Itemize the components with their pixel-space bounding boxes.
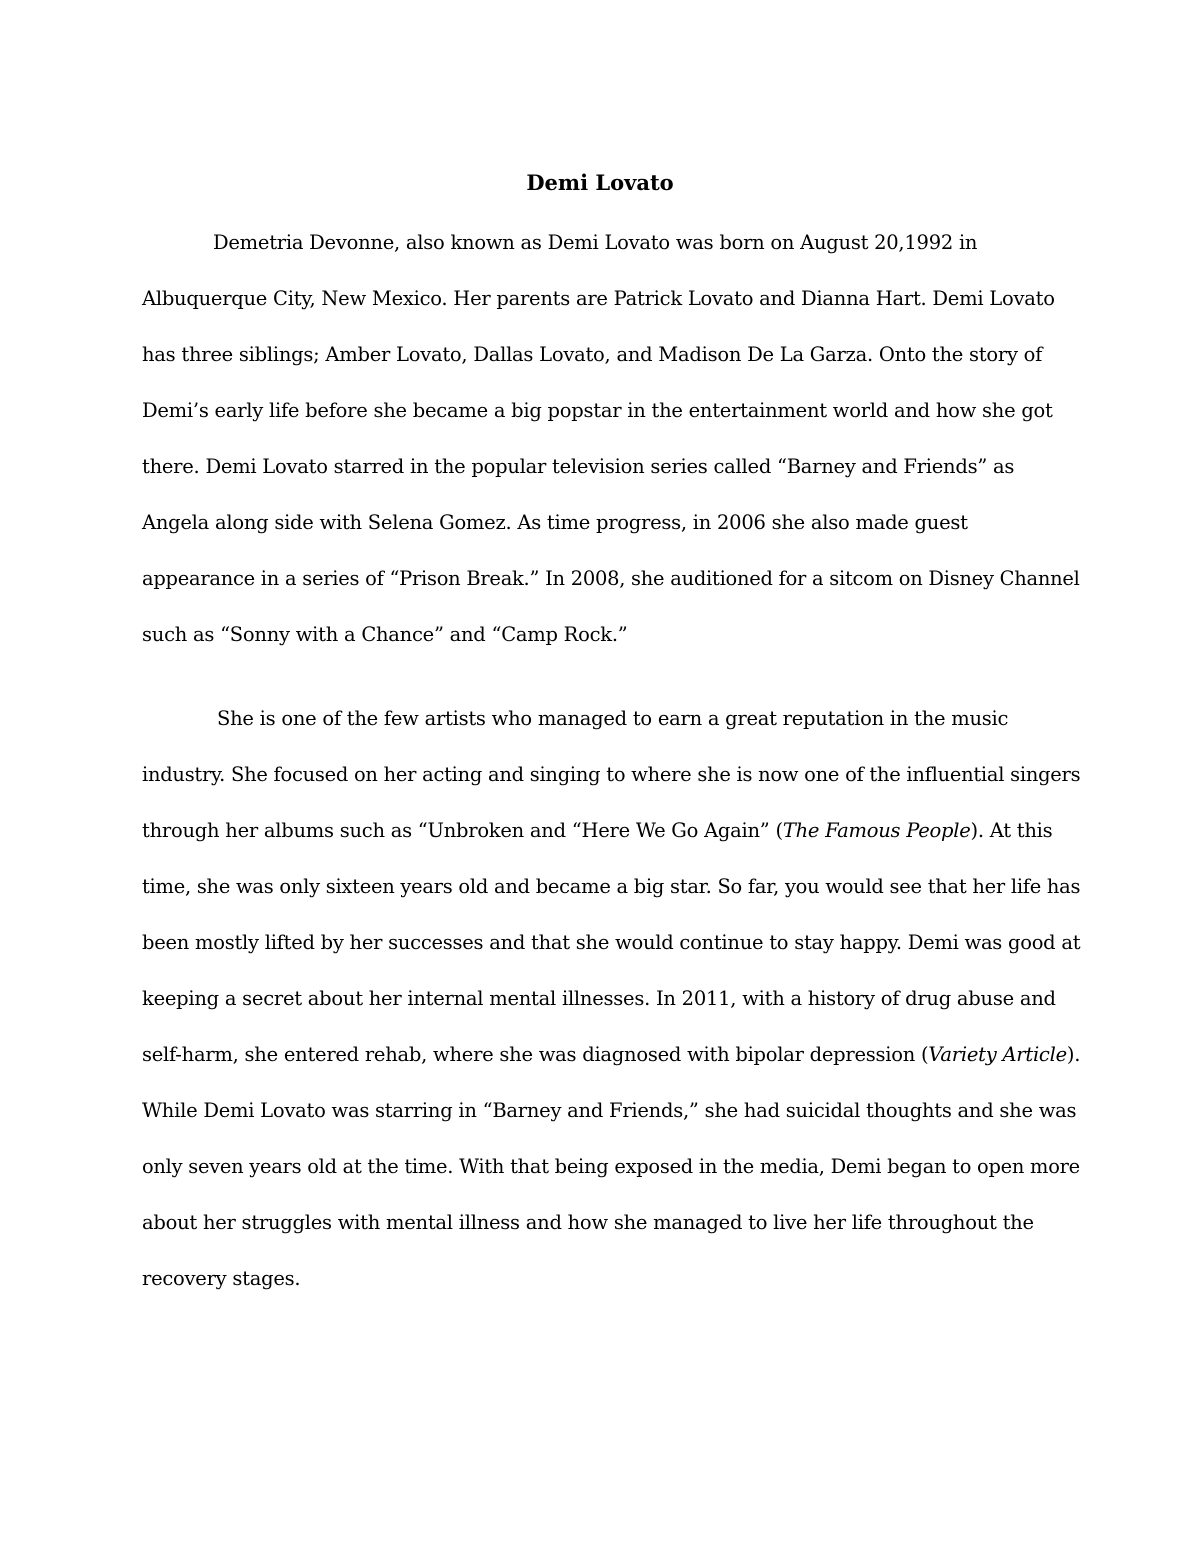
paragraph-line: She is one of the few artists who managed to earn a great reputation in the music	[217, 707, 1009, 730]
paragraph-line: Albuquerque City, New Mexico. Her parents are Patrick Lovato and Dianna Hart. Demi Lovato	[142, 287, 1055, 310]
paragraph-line: appearance in a series of “Prison Break.” In 2008, she auditioned for a sitcom on Disney Channel	[142, 567, 1080, 590]
citation-italic: Variety Article	[928, 1043, 1067, 1066]
paragraph-line	[142, 1040, 1080, 1070]
line-text: ).	[1066, 1043, 1081, 1066]
paragraph-line: industry. She focused on her acting and singing to where she is now one of the influential singers	[142, 763, 1081, 786]
line-text: through her albums such as “Unbroken and “Here We Go Again” (	[142, 819, 783, 842]
line-text: ). At this	[970, 819, 1053, 842]
paragraph-line: recovery stages.	[142, 1267, 301, 1290]
paragraph-line: keeping a secret about her internal mental illnesses. In 2011, with a history of drug abuse and	[142, 987, 1056, 1010]
document-title: Demi Lovato	[526, 170, 674, 195]
paragraph-line: time, she was only sixteen years old and became a big star. So far, you would see that her life has	[142, 875, 1081, 898]
citation-italic: The Famous People	[782, 819, 971, 842]
paragraph-line: there. Demi Lovato starred in the popular television series called “Barney and Friends” as	[142, 455, 1015, 478]
paragraph-line: been mostly lifted by her successes and that she would continue to stay happy. Demi was good at	[142, 931, 1081, 954]
paragraph-line: has three siblings; Amber Lovato, Dallas Lovato, and Madison De La Garza. Onto the story of	[142, 343, 1043, 366]
paragraph-line: Demetria Devonne, also known as Demi Lovato was born on August 20,1992 in	[213, 231, 978, 254]
paragraph-line: about her struggles with mental illness and how she managed to live her life throughout the	[142, 1211, 1034, 1234]
paragraph-line: While Demi Lovato was starring in “Barney and Friends,” she had suicidal thoughts and she was	[142, 1099, 1077, 1122]
paragraph-line: Angela along side with Selena Gomez. As time progress, in 2006 she also made guest	[142, 511, 968, 534]
paragraph-line: such as “Sonny with a Chance” and “Camp Rock.”	[142, 623, 628, 646]
paragraph-line: only seven years old at the time. With that being exposed in the media, Demi began to open more	[142, 1155, 1080, 1178]
line-text: self-harm, she entered rehab, where she was diagnosed with bipolar depression (	[142, 1043, 929, 1066]
paragraph-line	[142, 816, 1052, 846]
paragraph-line: Demi’s early life before she became a big popstar in the entertainment world and how she got	[142, 399, 1053, 422]
